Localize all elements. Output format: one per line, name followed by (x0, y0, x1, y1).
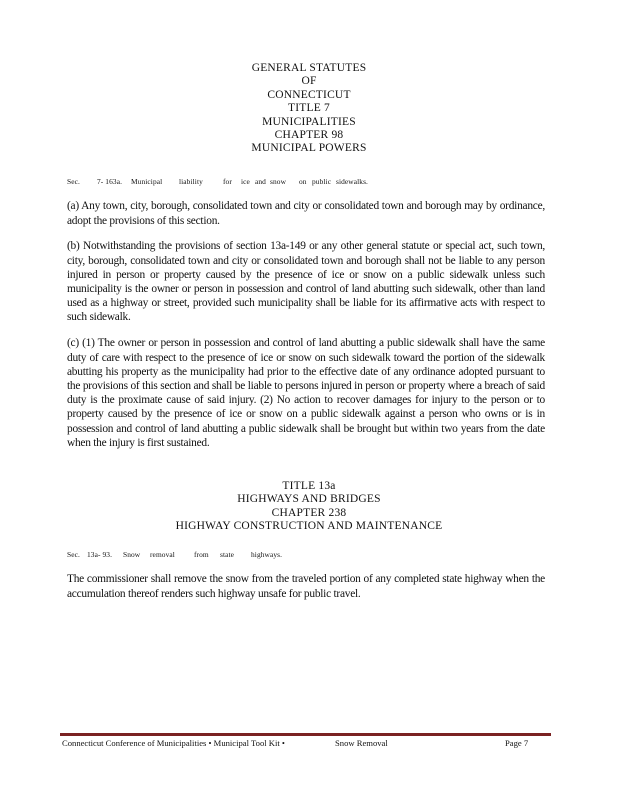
sec-word: sidewalks. (336, 177, 368, 186)
sec-word: Municipal (131, 177, 163, 186)
section-heading-7-163a (67, 177, 368, 186)
paragraph-a: (a) Any town, city, borough, consolidated town and city or consolidated town and borough may by ordinance, adopt the provisions of this section. (67, 200, 545, 227)
footer-organization: Connecticut Conference of Municipalities • Municipal Tool Kit • (62, 738, 285, 748)
sec-word: 13a (87, 550, 98, 559)
sec-word: for (223, 177, 232, 186)
sec-word: 7- 163a. (97, 177, 123, 186)
footer-title: Snow Removal (335, 738, 388, 748)
header-line: CONNECTICUT (267, 88, 351, 101)
header-line: MUNICIPALITIES (262, 115, 356, 128)
sec-word: removal (150, 550, 175, 559)
sec-word: highways. (251, 550, 283, 559)
sec-word: on (299, 177, 307, 186)
footer-divider (60, 733, 551, 736)
header-line: CHAPTER 98 (274, 129, 344, 142)
sec-word: from (194, 550, 209, 559)
header-line: HIGHWAY CONSTRUCTION AND MAINTENANCE (175, 520, 443, 533)
header-line: MUNICIPAL POWERS (251, 142, 367, 155)
sec-word: Sec. (67, 177, 80, 186)
paragraph-c: (c) (1) The owner or person in possession and control of land abutting a public sidewalk shall have the same duty of care with respect to the presence of ice or snow on such sidewalk toward the portion of the sidewalk abutting his property as the municipality had prior to the effective date of any ordinance adopted pursuant to the provisions of this section and shall be liable to persons injured in person or property where a breach of said duty is the proximate cause of said injury. (2) No action to recover damages for injury to the person or to property caused by the presence of ice or snow on a public sidewalk against a person who owns or is in possession and control of land abutting a public sidewalk shall be brought but within two years from the date when the injury is first sustained. (67, 337, 545, 449)
paragraph-13a-93: The commissioner shall remove the snow from the traveled portion of any completed state highway when the accumulation thereof renders such highway unsafe for public travel. (67, 573, 545, 600)
header-line: TITLE 13a (282, 480, 336, 492)
header-line: GENERAL STATUTES (251, 62, 367, 74)
sec-word: snow (270, 177, 287, 186)
header-line: OF (301, 75, 317, 88)
title-13a-header (0, 480, 618, 534)
statutes-header (0, 62, 618, 156)
header-line: TITLE 7 (288, 102, 330, 115)
paragraph-b: (b) Notwithstanding the provisions of section 13a-149 or any other general statute or special act, such town, city, borough, consolidated town and city or consolidated town and borough shall not be liable to any person injured in person or property caused by the presence of ice or snow on a public sidewalk unless such municipality is the owner or person in possession and control of land abutting such sidewalk, other than land used as a highway or street, provided such municipality shall be liable for its affirmative acts with respect to such sidewalk. (67, 240, 545, 324)
sec-word: Snow (123, 550, 141, 559)
sec-word: liability (179, 177, 203, 186)
sec-word: - 93. (98, 550, 113, 559)
sec-word: Sec. (67, 550, 80, 559)
sec-word: public (312, 177, 332, 186)
footer-page-number: Page 7 (505, 738, 529, 748)
sec-word: ice (241, 177, 250, 186)
section-heading-13a-93 (67, 550, 282, 559)
sec-word: and (255, 177, 266, 186)
header-line: HIGHWAYS AND BRIDGES (237, 493, 381, 506)
header-line: CHAPTER 238 (271, 506, 347, 519)
sec-word: state (220, 550, 235, 559)
